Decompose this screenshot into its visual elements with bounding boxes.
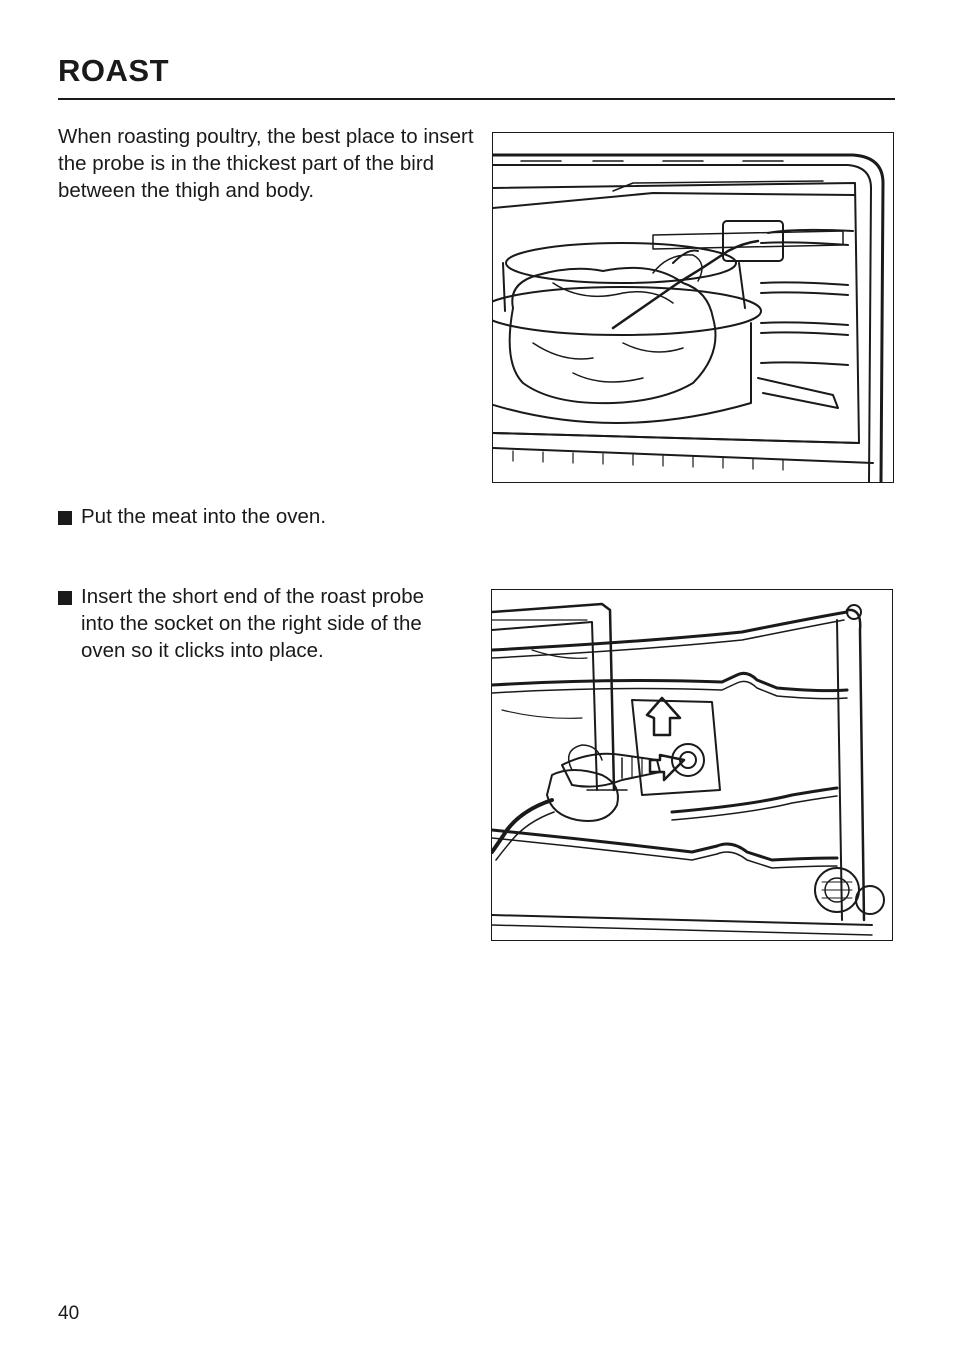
step-insert-probe xyxy=(58,583,458,664)
page-number: 40 xyxy=(58,1303,80,1324)
step-text: Put the meat into the oven. xyxy=(81,505,327,528)
step-text: Insert the short end of the roast probe into the socket on the right side of the oven so it clicks into place. xyxy=(81,585,425,662)
probe-socket-illustration xyxy=(491,589,893,941)
intro-paragraph: When roasting poultry, the best place to insert the probe is in the thickest part of the bird between the thigh and body. xyxy=(58,125,474,202)
square-bullet-icon xyxy=(58,591,72,605)
oven-poultry-illustration xyxy=(492,132,894,483)
square-bullet-icon xyxy=(58,511,72,525)
page-title: ROAST xyxy=(58,53,169,88)
title-rule xyxy=(58,98,895,100)
step-put-meat xyxy=(58,503,438,530)
